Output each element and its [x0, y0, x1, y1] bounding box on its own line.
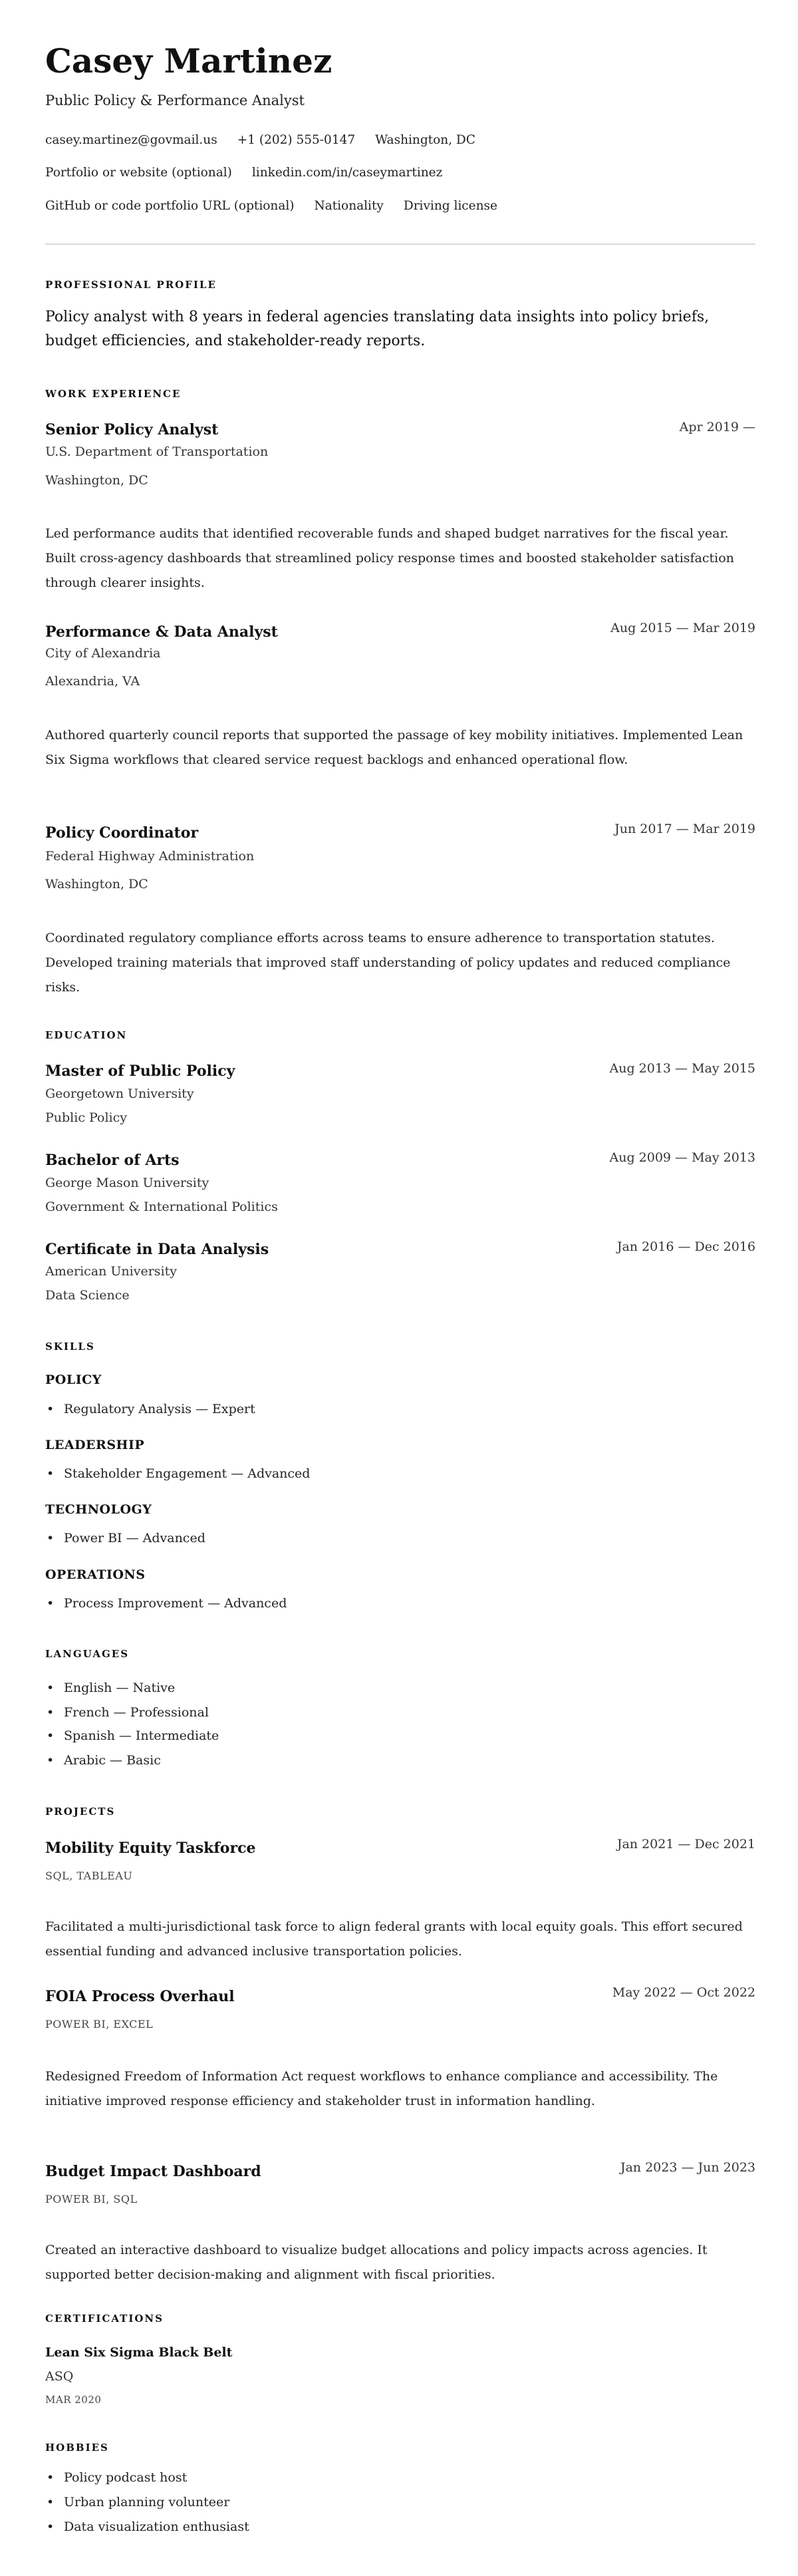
skill-item: • Regulatory Analysis — Expert: [45, 1401, 255, 1417]
project-title: Mobility Equity Taskforce: [45, 1840, 256, 1857]
skill-item: • Process Improvement — Advanced: [45, 1595, 287, 1611]
job-description: Coordinated regulatory compliance efforts across teams to ensure adherence to transportation statutes. Developed training materials that improved staff understanding of policy updates and reduced compliance risks.: [45, 931, 731, 995]
project-tags: POWER BI, EXCEL: [45, 2018, 154, 2030]
skill-category: POLICY: [45, 1372, 102, 1387]
section-heading-education: EDUCATION: [45, 1029, 128, 1041]
job-location: Washington, DC: [45, 473, 148, 488]
project-tags: POWER BI, SQL: [45, 2193, 138, 2205]
section-heading-profile: PROFESSIONAL PROFILE: [45, 279, 217, 291]
degree-dates: Jan 2016 — Dec 2016: [616, 1239, 755, 1254]
section-heading-experience: WORK EXPERIENCE: [45, 388, 182, 400]
job-org: City of Alexandria: [45, 646, 161, 661]
section-heading-projects: PROJECTS: [45, 1806, 116, 1818]
degree-dates: Aug 2009 — May 2013: [609, 1150, 755, 1165]
skill-category: TECHNOLOGY: [45, 1502, 152, 1517]
github-link[interactable]: GitHub or code portfolio URL (optional): [45, 199, 295, 213]
section-heading-languages: LANGUAGES: [45, 1648, 130, 1660]
skill-item: • Stakeholder Engagement — Advanced: [45, 1466, 310, 1482]
project-description: Facilitated a multi-jurisdictional task force to align federal grants with local equity goals. This effort secured essential funding and advanced inclusive transportation policies.: [45, 1919, 743, 1959]
language-item: • Spanish — Intermediate: [45, 1728, 219, 1744]
project-title: FOIA Process Overhaul: [45, 1988, 235, 2005]
certification-issuer: ASQ: [45, 2369, 74, 2384]
project-dates: May 2022 — Oct 2022: [612, 1985, 755, 2000]
project-tags: SQL, TABLEAU: [45, 1869, 133, 1882]
job-dates: Aug 2015 — Mar 2019: [610, 621, 755, 635]
candidate-name: Casey Martinez: [45, 41, 332, 80]
job-dates: Apr 2019 —: [679, 420, 755, 434]
hobby-item: • Data visualization enthusiast: [45, 2519, 249, 2535]
nationality-text: Nationality: [314, 199, 384, 213]
skill-category: OPERATIONS: [45, 1567, 146, 1582]
degree-field: Government & International Politics: [45, 1200, 278, 1214]
contact-row: [45, 165, 462, 181]
job-title: Policy Coordinator: [45, 824, 199, 842]
job-dates: Jun 2017 — Mar 2019: [614, 822, 755, 836]
header-divider: [45, 243, 755, 245]
project-description: Created an interactive dashboard to visualize budget allocations and policy impacts across agencies. It supported better decision-making and alignment with fiscal priorities.: [45, 2243, 708, 2282]
portfolio-link[interactable]: Portfolio or website (optional): [45, 166, 232, 180]
contact-row: [45, 198, 517, 214]
project-dates: Jan 2021 — Dec 2021: [616, 1837, 755, 1852]
degree-field: Data Science: [45, 1288, 130, 1303]
phone-text: +1 (202) 555-0147: [237, 133, 356, 147]
section-heading-certifications: CERTIFICATIONS: [45, 2313, 164, 2325]
job-description: Led performance audits that identified recoverable funds and shaped budget narratives for the fiscal year. Built cross-agency dashboards that streamlined policy response times and boosted stakeholder satisfaction through clearer insights.: [45, 526, 734, 590]
hobby-item: • Policy podcast host: [45, 2470, 187, 2486]
hobby-item: • Urban planning volunteer: [45, 2494, 229, 2510]
skill-item: • Power BI — Advanced: [45, 1530, 205, 1546]
linkedin-link[interactable]: linkedin.com/in/caseymartinez: [251, 166, 443, 180]
language-item: • French — Professional: [45, 1704, 209, 1720]
job-location: Washington, DC: [45, 877, 148, 891]
contact-row: [45, 132, 495, 148]
job-org: Federal Highway Administration: [45, 849, 255, 864]
school-name: Georgetown University: [45, 1086, 194, 1101]
project-title: Budget Impact Dashboard: [45, 2163, 261, 2180]
language-item: • Arabic — Basic: [45, 1752, 161, 1768]
language-item: • English — Native: [45, 1680, 175, 1696]
driving-license-text: Driving license: [403, 199, 497, 213]
degree-title: Certificate in Data Analysis: [45, 1241, 269, 1258]
school-name: George Mason University: [45, 1176, 209, 1190]
project-dates: Jan 2023 — Jun 2023: [620, 2160, 755, 2175]
degree-dates: Aug 2013 — May 2015: [609, 1061, 755, 1076]
degree-title: Master of Public Policy: [45, 1062, 235, 1080]
candidate-subtitle: Public Policy & Performance Analyst: [45, 92, 305, 108]
certification-name: Lean Six Sigma Black Belt: [45, 2345, 233, 2360]
profile-summary: Policy analyst with 8 years in federal agencies translating data insights into policy briefs, budget efficiencies, and stakeholder-ready reports.: [45, 309, 710, 349]
degree-title: Bachelor of Arts: [45, 1152, 180, 1169]
email-link[interactable]: casey.martinez@govmail.us: [45, 133, 217, 147]
degree-field: Public Policy: [45, 1110, 127, 1125]
job-org: U.S. Department of Transportation: [45, 444, 269, 459]
school-name: American University: [45, 1264, 177, 1279]
job-title: Performance & Data Analyst: [45, 623, 278, 641]
skill-category: LEADERSHIP: [45, 1438, 145, 1452]
certification-date: MAR 2020: [45, 2394, 102, 2406]
job-location: Alexandria, VA: [45, 674, 140, 689]
job-description: Authored quarterly council reports that supported the passage of key mobility initiatives. Implemented Lean Six Sigma workflows that cleared service request backlogs and enhanced operational flow.: [45, 728, 743, 767]
job-title: Senior Policy Analyst: [45, 421, 219, 438]
location-text: Washington, DC: [375, 133, 475, 147]
section-heading-hobbies: HOBBIES: [45, 2442, 109, 2454]
project-description: Redesigned Freedom of Information Act request workflows to enhance compliance and accessibility. The initiative improved response efficiency and stakeholder trust in information handling.: [45, 2069, 718, 2108]
section-heading-skills: SKILLS: [45, 1341, 95, 1353]
